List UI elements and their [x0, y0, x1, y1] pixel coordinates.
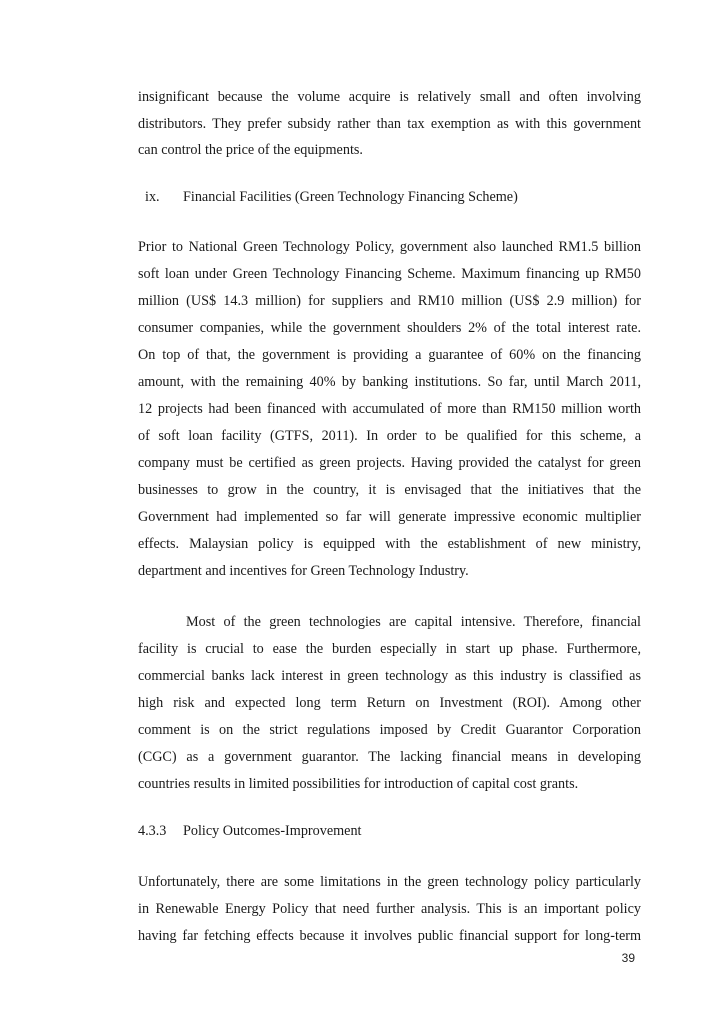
- paragraph-line: commercial banks lack interest in green technology as this industry is classified as: [138, 668, 641, 684]
- page-number: 39: [621, 951, 635, 965]
- paragraph-line: Prior to National Green Technology Policy, government also launched RM1.5 billion: [138, 239, 641, 255]
- paragraph-line: Government had implemented so far will generate impressive economic multiplier: [138, 509, 641, 525]
- paragraph-line: 12 projects had been financed with accumulated of more than RM150 million worth: [138, 401, 641, 417]
- paragraph-line: businesses to grow in the country, it is envisaged that the initiatives that the: [138, 482, 641, 498]
- paragraph-line: effects. Malaysian policy is equipped with the establishment of new ministry,: [138, 536, 641, 552]
- paragraph-line: comment is on the strict regulations imposed by Credit Guarantor Corporation: [138, 722, 641, 738]
- paragraph-line: of soft loan facility (GTFS, 2011). In order to be qualified for this scheme, a: [138, 428, 641, 444]
- paragraph-line: in Renewable Energy Policy that need further analysis. This is an important policy: [138, 901, 641, 917]
- paragraph-line: million (US$ 14.3 million) for suppliers and RM10 million (US$ 2.9 million) for: [138, 293, 641, 309]
- section-number: 4.3.3: [138, 823, 167, 839]
- paragraph-line: (CGC) as a government guarantor. The lacking financial means in developing: [138, 749, 641, 765]
- paragraph-line: amount, with the remaining 40% by banking institutions. So far, until March 2011,: [138, 374, 641, 390]
- paragraph-line: soft loan under Green Technology Financing Scheme. Maximum financing up RM50: [138, 266, 641, 282]
- paragraph-line: Most of the green technologies are capital intensive. Therefore, financial: [186, 614, 641, 630]
- paragraph-line: company must be certified as green projects. Having provided the catalyst for green: [138, 455, 641, 471]
- paragraph-line: insignificant because the volume acquire is relatively small and often involving: [138, 89, 641, 105]
- paragraph-line: facility is crucial to ease the burden especially in start up phase. Furthermore,: [138, 641, 641, 657]
- paragraph-line: countries results in limited possibilities for introduction of capital cost grants.: [138, 776, 579, 792]
- section-title: Financial Facilities (Green Technology Financing Scheme): [183, 189, 518, 205]
- paragraph-line: distributors. They prefer subsidy rather than tax exemption as with this government: [138, 116, 641, 132]
- paragraph-line: having far fetching effects because it involves public financial support for long-term: [138, 928, 641, 944]
- paragraph-line: consumer companies, while the government shoulders 2% of the total interest rate.: [138, 320, 641, 336]
- paragraph-line: department and incentives for Green Technology Industry.: [138, 563, 469, 579]
- paragraph-line: Unfortunately, there are some limitations in the green technology policy particularly: [138, 874, 641, 890]
- paragraph-line: can control the price of the equipments.: [138, 142, 363, 158]
- section-title: Policy Outcomes-Improvement: [183, 823, 362, 839]
- paragraph-line: high risk and expected long term Return on Investment (ROI). Among other: [138, 695, 641, 711]
- section-number: ix.: [145, 189, 160, 205]
- paragraph-line: On top of that, the government is providing a guarantee of 60% on the financing: [138, 347, 641, 363]
